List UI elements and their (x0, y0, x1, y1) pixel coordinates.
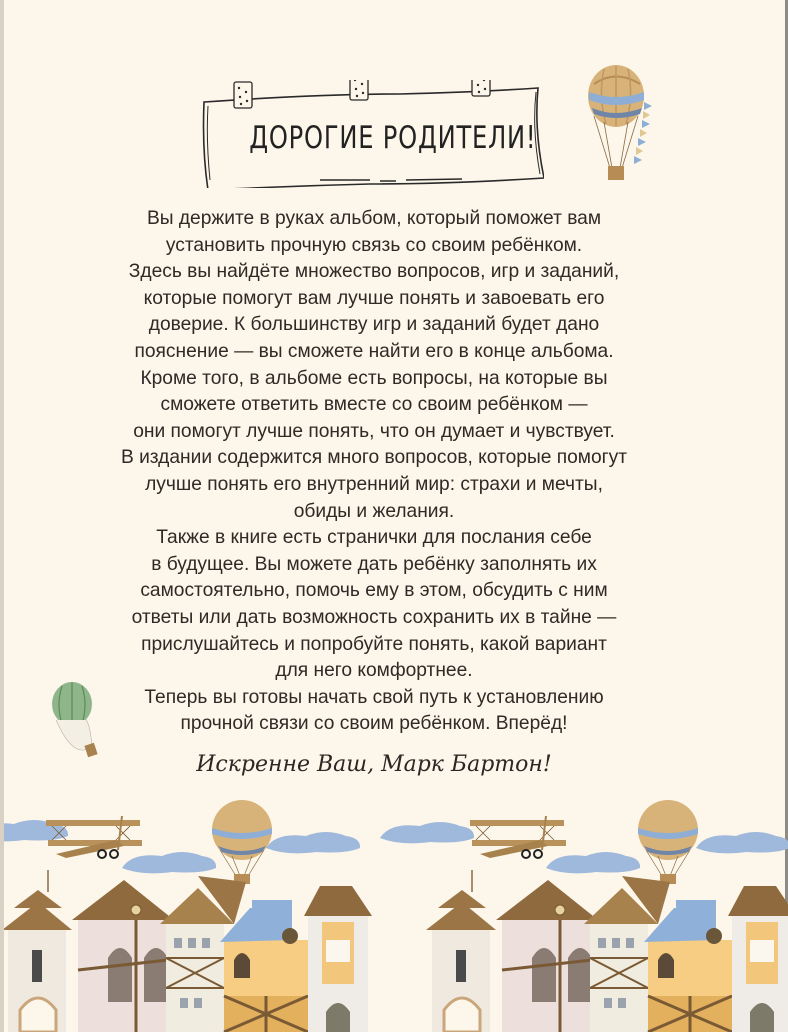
text-line: самостоятельно, помочь ему в этом, обсудить с ним (140, 580, 608, 602)
text-line: обиды и желания. (293, 500, 455, 522)
title-sign (200, 80, 544, 188)
text-line: Теперь вы готовы начать свой путь к установлению (144, 686, 604, 708)
text-line: Здесь вы найдёте множество вопросов, игр и заданий, (128, 261, 620, 283)
signature: Искренне Ваш, Марк Бартон! (196, 752, 552, 777)
text-line: В издании содержится много вопросов, которые помогут (120, 447, 628, 469)
text-line: ответы или дать возможность сохранить их в тайне — (131, 606, 617, 628)
text-line: которые помогут вам лучше понять и завоевать его (143, 287, 605, 309)
text-line: пояснение — вы сможете найти его в конце альбома. (134, 340, 614, 362)
text-line: прочной связи со своим ребёнком. Вперёд! (180, 713, 568, 735)
text-line: для него комфортнее. (275, 660, 473, 682)
text-line: прислушайтесь и попробуйте понять, какой вариант (141, 633, 607, 655)
text-line: Кроме того, в альбоме есть вопросы, на которые вы (140, 367, 608, 389)
text-line: они помогут лучше понять, что он думает и чувствует. (133, 420, 615, 442)
page-title: ДОРОГИЕ РОДИТЕЛИ! (249, 120, 537, 156)
town-skyline-icon (4, 790, 788, 1032)
text-line: Вы держите в руках альбом, который поможет вам (146, 208, 602, 229)
text-line: установить прочную связь со своим ребёнком. (165, 234, 583, 256)
text-line: доверие. К большинству игр и заданий будет дано (148, 314, 600, 336)
text-line: Также в книге есть странички для послания себе (156, 527, 592, 549)
text-line: сможете ответить вместе со своим ребёнком — (160, 394, 588, 416)
town-illustration (4, 790, 788, 1032)
letter-body (64, 206, 684, 738)
text-line: лучше понять его внутренний мир: страхи и мечты, (145, 473, 603, 495)
hot-air-balloon-icon (584, 64, 654, 194)
text-line: в будущее. Вы можете дать ребёнку заполнять их (151, 553, 597, 575)
